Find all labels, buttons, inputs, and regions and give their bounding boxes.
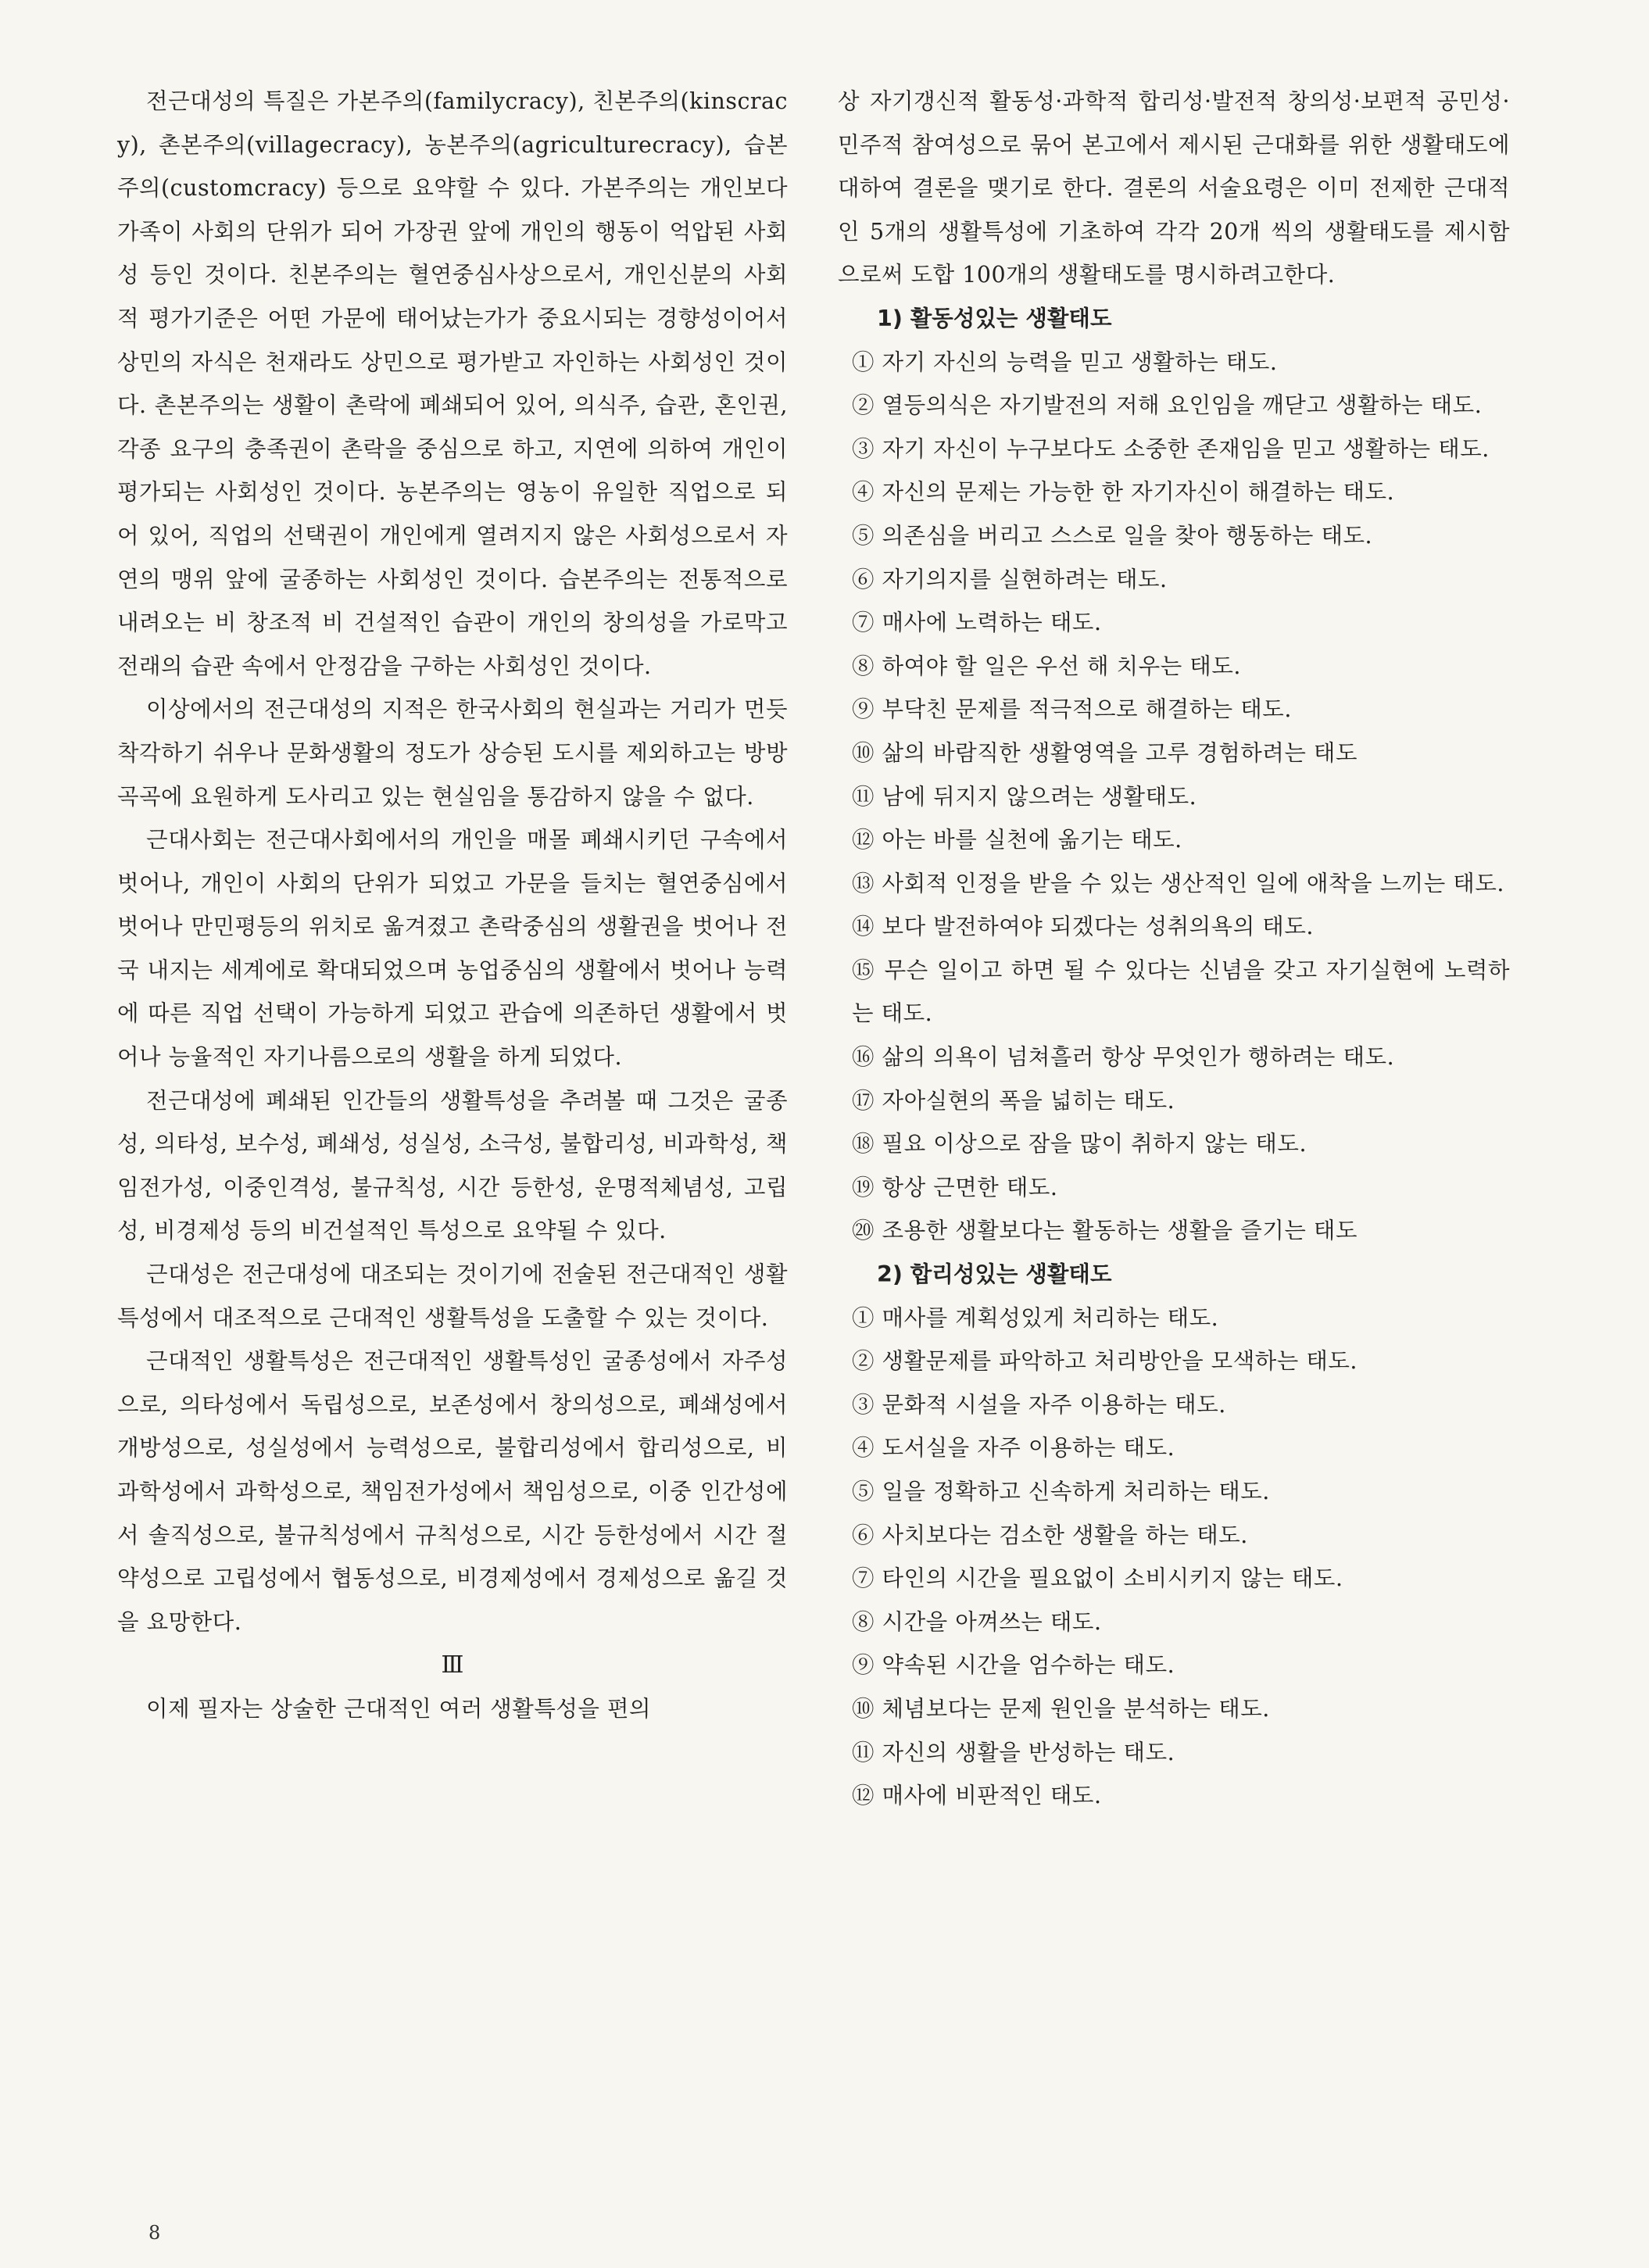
list-item: ⑫ 매사에 비판적인 태도.	[852, 1783, 1102, 1809]
list-item: ⑪ 자신의 생활을 반성하는 태도.	[852, 1739, 1175, 1765]
list-item: ⑫ 아는 바를 실천에 옮기는 태도.	[852, 827, 1182, 853]
body-paragraph: 전근대성에 폐쇄된 인간들의 생활특성을 추려볼 때 그것은 굴종성, 의타성, 보수성, 폐쇄성, 성실성, 소극성, 불합리성, 비과학성, 책임전가성, 이중인격성, 불규칙성, 시간 등한성, 운명적체념성, 고립성, 비경제성 등의 비건설적인 특성으로 요약될 수 있다.	[117, 1087, 788, 1244]
list-item: ⑤ 일을 정확하고 신속하게 처리하는 태도.	[852, 1479, 1270, 1504]
attitude-list	[838, 1297, 1510, 1818]
list-item: ⑬ 사회적 인정을 받을 수 있는 생산적인 일에 애착을 느끼는 태도.	[852, 870, 1504, 896]
body-paragraph: 상 자기갱신적 활동성·과학적 합리성·발전적 창의성·보편적 공민성·민주적 참여성으로 묶어 본고에서 제시된 근대화를 위한 생활태도에 대하여 결론을 맺기로 한다. 결론의 서술요령은 이미 전제한 근대적인 5개의 생활특성에 기초하여 각각 20개 씩의 생활태도를 제시함으로써 도합 100개의 생활태도를 명시하려고한다.	[838, 88, 1510, 288]
list-item: ⑦ 타인의 시간을 필요없이 소비시키지 않는 태도.	[852, 1565, 1343, 1592]
list-item: ⑤ 의존심을 버리고 스스로 일을 찾아 행동하는 태도.	[852, 522, 1373, 549]
list-item: ③ 문화적 시설을 자주 이용하는 태도.	[852, 1391, 1226, 1418]
attitude-list	[838, 341, 1510, 1253]
list-item: ⑱ 필요 이상으로 잠을 많이 취하지 않는 태도.	[852, 1131, 1307, 1157]
section-numeral: Ⅲ	[441, 1651, 464, 1680]
page-number: 8	[148, 2222, 161, 2244]
list-item: ⑪ 남에 뒤지지 않으려는 생활태도.	[852, 783, 1197, 810]
left-column	[117, 80, 788, 1731]
list-item: ⑨ 부닥친 문제를 적극적으로 해결하는 태도.	[852, 696, 1292, 723]
body-paragraph: 근대사회는 전근대사회에서의 개인을 매몰 폐쇄시키던 구속에서 벗어나, 개인이 사회의 단위가 되었고 가문을 들치는 혈연중심에서 벗어나 만민평등의 위치로 옮겨졌고 촌락중심의 생활권을 벗어나 전국 내지는 세계에로 확대되었으며 농업중심의 생활에서 벗어나 능력에 따른 직업 선택이 가능하게 되었고 관습에 의존하던 생활에서 벗어나 능율적인 자기나름으로의 생활을 하게 되었다.	[117, 827, 788, 1071]
list-item: ② 열등의식은 자기발전의 저해 요인임을 깨닫고 생활하는 태도.	[852, 392, 1483, 419]
list-item: ② 생활문제를 파악하고 처리방안을 모색하는 태도.	[852, 1348, 1357, 1375]
body-paragraph: 이제 필자는 상술한 근대적인 여러 생활특성을 편의	[146, 1695, 652, 1722]
list-item: ⑧ 시간을 아껴쓰는 태도.	[852, 1608, 1102, 1635]
section-heading: 2) 합리성있는 생활태도	[877, 1261, 1112, 1288]
list-item: ④ 도서실을 자주 이용하는 태도.	[852, 1435, 1175, 1461]
list-item: ⑥ 자기의지를 실현하려는 태도.	[852, 566, 1168, 592]
list-item: ⑧ 하여야 할 일은 우선 해 치우는 태도.	[852, 653, 1241, 679]
body-paragraph: 근대적인 생활특성은 전근대적인 생활특성인 굴종성에서 자주성으로, 의타성에서 독립성으로, 보존성에서 창의성으로, 폐쇄성에서 개방성으로, 성실성에서 능력성으로, 불합리성에서 합리성으로, 비과학성에서 과학성으로, 책임전가성에서 책임성으로, 이중 인간성에서 솔직성으로, 불규칙성에서 규칙성으로, 시간 등한성에서 시간 절약성으로 고립성에서 협동성으로, 비경제성에서 경제성으로 옮길 것을 요망한다.	[117, 1348, 788, 1635]
right-column	[838, 80, 1510, 1818]
list-item: ③ 자기 자신이 누구보다도 소중한 존재임을 믿고 생활하는 태도.	[852, 435, 1490, 462]
section-heading: 1) 활동성있는 생활태도	[877, 305, 1112, 331]
list-item: ① 자기 자신의 능력을 믿고 생활하는 태도.	[852, 349, 1278, 375]
list-item: ① 매사를 계획성있게 처리하는 태도.	[852, 1304, 1219, 1331]
list-item: ⑭ 보다 발전하여야 되겠다는 성취의욕의 태도.	[852, 914, 1314, 940]
list-item: ⑩ 체념보다는 문제 원인을 분석하는 태도.	[852, 1695, 1270, 1722]
list-item: ⑥ 사치보다는 검소한 생활을 하는 태도.	[852, 1522, 1248, 1548]
body-paragraph: 전근대성의 특질은 가본주의(familycracy), 친본주의(kinscracy), 촌본주의(villagecracy), 농본주의(agriculturecracy), 습본주의(customcracy) 등으로 요약할 수 있다. 가본주의는 개인보다 가족이 사회의 단위가 되어 가장권 앞에 개인의 행동이 억압된 사회성 등인 것이다. 친본주의는 혈연중심사상으로서, 개인신분의 사회적 평가기준은 어떤 가문에 태어났는가가 중요시되는 경향성이어서 상민의 자식은 천재라도 상민으로 평가받고 자인하는 사회성인 것이다. 촌본주의는 생활이 촌락에 폐쇄되어 있어, 의식주, 습관, 혼인권, 각종 요구의 충족권이 촌락을 중심으로 하고, 지연에 의하여 개인이 평가되는 사회성인 것이다. 농본주의는 영농이 유일한 직업으로 되어 있어, 직업의 선택권이 개인에게 열려지지 않은 사회성으로서 자연의 맹위 앞에 굴종하는 사회성인 것이다. 습본주의는 전통적으로 내려오는 비 창조적 비 건설적인 습관이 개인의 창의성을 가로막고 전래의 습관 속에서 안정감을 구하는 사회성인 것이다.	[117, 88, 788, 679]
list-item: ⑲ 항상 근면한 태도.	[852, 1174, 1058, 1200]
body-paragraph: 근대성은 전근대성에 대조되는 것이기에 전술된 전근대적인 생활특성에서 대조적으로 근대적인 생활특성을 도출할 수 있는 것이다.	[117, 1261, 788, 1331]
body-paragraph: 이상에서의 전근대성의 지적은 한국사회의 현실과는 거리가 먼듯 착각하기 쉬우나 문화생활의 정도가 상승된 도시를 제외하고는 방방곡곡에 요원하게 도사리고 있는 현실임을 통감하지 않을 수 없다.	[117, 696, 788, 810]
list-item: ⑦ 매사에 노력하는 태도.	[852, 610, 1102, 636]
list-item: ⑨ 약속된 시간을 엄수하는 태도.	[852, 1652, 1175, 1679]
list-item: ⑯ 삶의 의욕이 넘쳐흘러 항상 무엇인가 행하려는 태도.	[852, 1044, 1395, 1071]
list-item: ⑮ 무슨 일이고 하면 될 수 있다는 신념을 갖고 자기실현에 노력하는 태도.	[852, 957, 1510, 1027]
list-item: ④ 자신의 문제는 가능한 한 자기자신이 해결하는 태도.	[852, 479, 1395, 506]
list-item: ⑳ 조용한 생활보다는 활동하는 생활을 즐기는 태도	[852, 1218, 1357, 1244]
list-item: ⑰ 자아실현의 폭을 넓히는 태도.	[852, 1087, 1175, 1114]
list-item: ⑩ 삶의 바람직한 생활영역을 고루 경험하려는 태도	[852, 739, 1357, 766]
